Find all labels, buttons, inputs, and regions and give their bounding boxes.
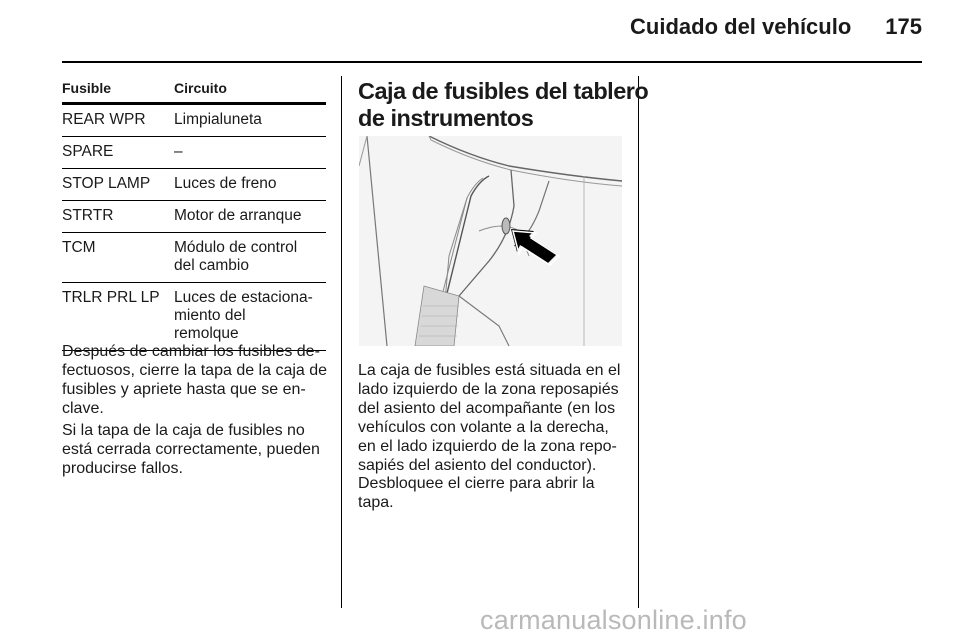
section-name: Cuidado del vehículo xyxy=(630,14,852,39)
fuse-name: TCM xyxy=(62,239,96,256)
circuit-name: Motor de arranque xyxy=(174,207,302,224)
table-row xyxy=(62,283,326,351)
fuse-name: STRTR xyxy=(62,207,114,224)
paragraph-fuse-box-location: La caja de fusibles está situada en el lado izquierdo de la zona reposapiés del asiento del acompañante (en los vehículos con volante a la derecha, en el lado izquierdo de la zona repo- sapiés del asiento del conductor). xyxy=(358,362,621,474)
column-divider-right xyxy=(638,76,639,608)
running-header xyxy=(630,14,922,40)
watermark: carmanualsonline.info xyxy=(480,605,747,635)
circuit-name: Luces de freno xyxy=(174,175,277,192)
table-row xyxy=(62,201,326,233)
page-number: 175 xyxy=(885,14,922,39)
fuse-box-photo xyxy=(359,136,622,346)
header-rule xyxy=(62,61,922,63)
column-header-fuse: Fusible xyxy=(62,80,112,96)
paragraph-replace-fuses: Después de cambiar los fusibles de- fectuosos, cierre la tapa de la caja de fusibles y apriete hasta que se en- clave. xyxy=(62,343,328,417)
fuse-name: SPARE xyxy=(62,143,114,160)
circuit-name: Módulo de control del cambio xyxy=(174,239,298,274)
fuse-name: REAR WPR xyxy=(62,111,146,128)
table-header xyxy=(62,80,326,105)
section-title: Caja de fusibles del tablero de instrumentos xyxy=(358,78,649,131)
fuse-table xyxy=(62,80,326,351)
table-row xyxy=(62,169,326,201)
circuit-name: Limpialuneta xyxy=(174,111,262,128)
paragraph-cover-warning: Si la tapa de la caja de fusibles no está cerrada correctamente, pueden producirse fallos. xyxy=(62,422,320,477)
paragraph-open-cover: Desbloquee el cierre para abrir la tapa. xyxy=(358,475,595,511)
table-row xyxy=(62,105,326,137)
column-divider-left xyxy=(341,76,342,608)
circuit-name: Luces de estaciona- miento del remolque xyxy=(174,289,313,342)
table-row xyxy=(62,137,326,169)
fuse-box-illustration xyxy=(359,136,622,346)
column-header-circuit: Circuito xyxy=(174,80,227,96)
fuse-name: STOP LAMP xyxy=(62,175,151,192)
fuse-name: TRLR PRL LP xyxy=(62,289,160,306)
table-row xyxy=(62,233,326,283)
circuit-name: – xyxy=(174,143,183,160)
